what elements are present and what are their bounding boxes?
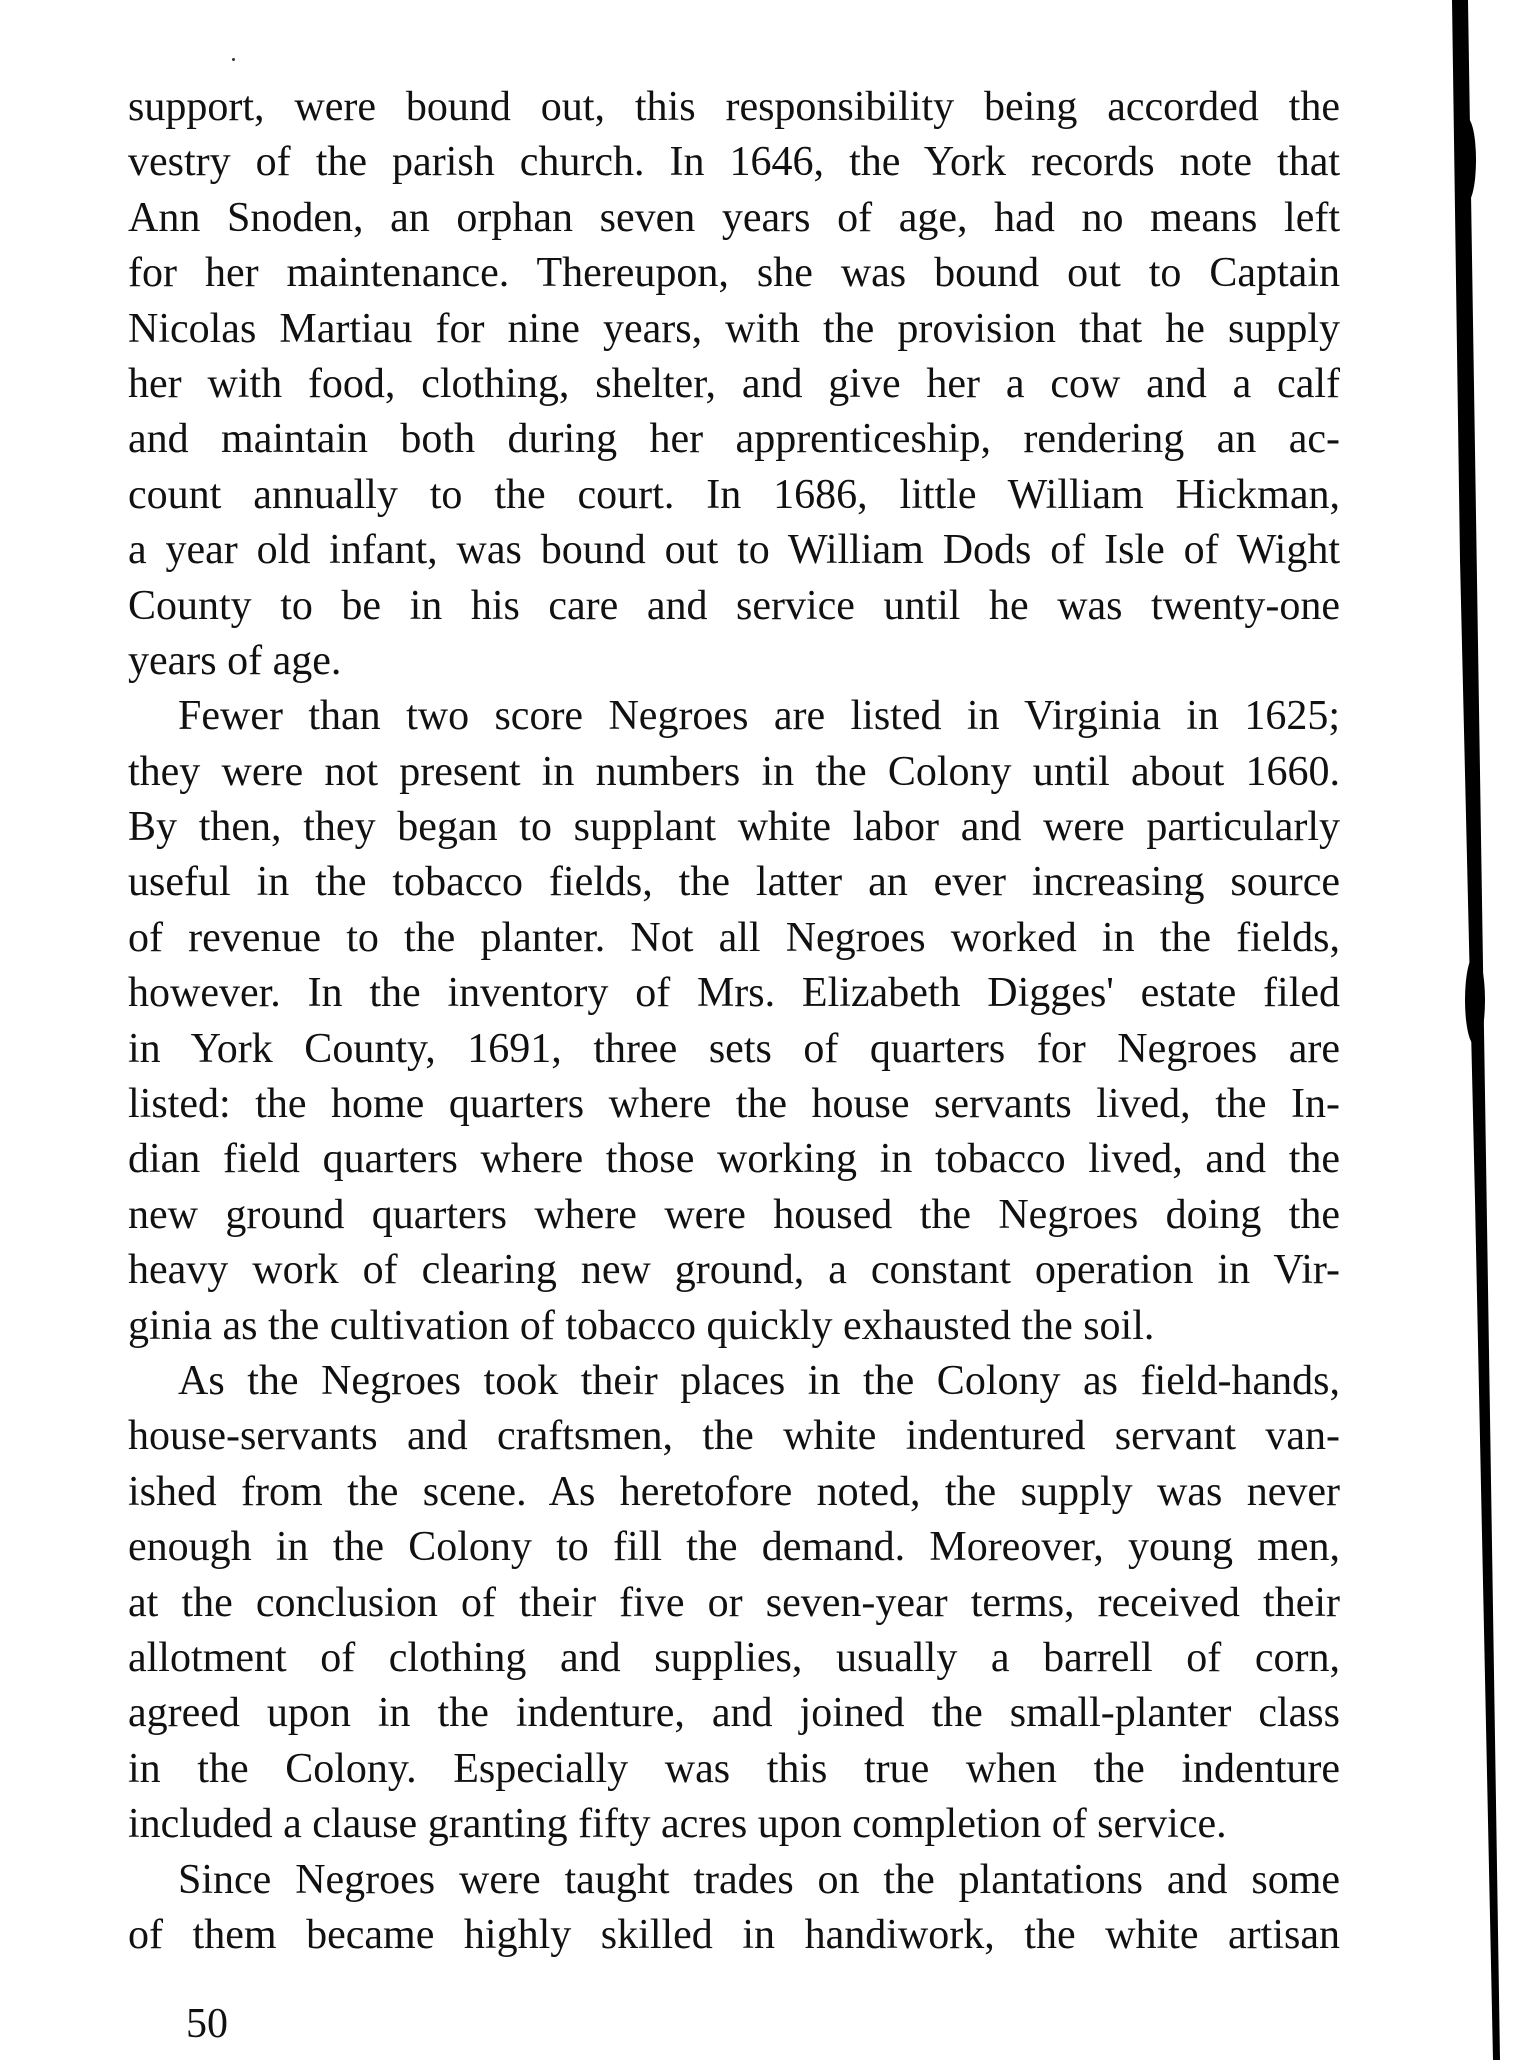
text-line: Fewer than two score Negroes are listed in Virginia in 1625;	[178, 693, 1340, 740]
text-line: As the Negroes took their places in the Colony as field-hands,	[178, 1357, 1340, 1404]
text-line: in the Colony. Especially was this true when the indenture	[128, 1745, 1340, 1792]
text-line: useful in the tobacco fields, the latter an ever increasing source	[128, 859, 1340, 906]
text-line: of them became highly skilled in handiwork, the white artisan	[128, 1911, 1340, 1958]
text-line: of revenue to the planter. Not all Negroes worked in the fields,	[128, 914, 1340, 961]
text-line: for her maintenance. Thereupon, she was bound out to Captain	[128, 250, 1340, 297]
text-line: included a clause granting fifty acres upon completion of service.	[128, 1801, 1227, 1848]
text-line: however. In the inventory of Mrs. Elizabeth Digges' estate filed	[128, 970, 1340, 1017]
body-text	[128, 80, 1340, 1963]
text-line: count annually to the court. In 1686, little William Hickman,	[128, 471, 1340, 518]
text-line: agreed upon in the indenture, and joined the small-planter class	[128, 1690, 1340, 1737]
text-line: her with food, clothing, shelter, and give her a cow and a calf	[128, 360, 1340, 407]
text-line: By then, they began to supplant white labor and were particularly	[128, 804, 1340, 851]
text-line: vestry of the parish church. In 1646, the York records note that	[128, 139, 1340, 186]
page-number: 50	[186, 2001, 228, 2047]
text-line: at the conclusion of their five or seven-year terms, received their	[128, 1579, 1340, 1626]
text-line: years of age.	[128, 637, 342, 684]
paragraph	[128, 80, 1340, 689]
paragraph	[128, 689, 1340, 1354]
text-line: support, were bound out, this responsibility being accorded the	[128, 84, 1340, 130]
text-line: they were not present in numbers in the Colony until about 1660.	[128, 748, 1340, 795]
text-line: enough in the Colony to fill the demand. Moreover, young men,	[128, 1524, 1340, 1571]
paragraph	[128, 1354, 1340, 1853]
text-line: listed: the home quarters where the house servants lived, the In-	[128, 1081, 1340, 1128]
text-line: Ann Snoden, an orphan seven years of age, had no means left	[128, 194, 1340, 241]
text-line: Nicolas Martiau for nine years, with the provision that he supply	[128, 305, 1340, 352]
text-line: new ground quarters where were housed the Negroes doing the	[128, 1191, 1340, 1238]
paragraph	[128, 1853, 1340, 1964]
text-line: dian field quarters where those working in tobacco lived, and the	[128, 1136, 1340, 1183]
text-line: house-servants and craftsmen, the white indentured servant van-	[128, 1413, 1340, 1460]
text-line: ginia as the cultivation of tobacco quickly exhausted the soil.	[128, 1302, 1155, 1349]
text-line: Since Negroes were taught trades on the plantations and some	[178, 1856, 1340, 1903]
text-line: heavy work of clearing new ground, a constant operation in Vir-	[128, 1247, 1340, 1294]
text-line: a year old infant, was bound out to William Dods of Isle of Wight	[128, 527, 1340, 574]
text-line: and maintain both during her apprenticeship, rendering an ac-	[128, 416, 1340, 463]
text-line: ished from the scene. As heretofore noted, the supply was never	[128, 1468, 1340, 1515]
text-line: allotment of clothing and supplies, usually a barrell of corn,	[128, 1634, 1340, 1681]
text-line: County to be in his care and service until he was twenty-one	[128, 582, 1340, 629]
text-line: in York County, 1691, three sets of quarters for Negroes are	[128, 1025, 1340, 1072]
speck	[232, 58, 235, 61]
